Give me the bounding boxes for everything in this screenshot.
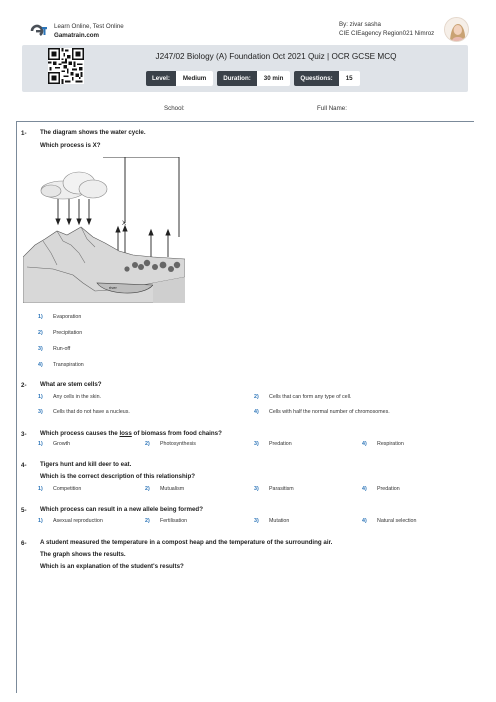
question-text: Which process is X? [40,142,101,149]
question-text: Which is an explanation of the student's results? [40,563,184,570]
question-text: A student measured the temperature in a compost heap and the temperature of the surrounding air. [40,539,333,546]
answer-option[interactable] [362,518,416,524]
option-number: 3) [254,518,259,524]
question-text-underlined: loss [119,430,132,437]
author-region: CIE CIEagency Region021 Nimroz [339,30,435,37]
option-number: 2) [145,441,150,447]
answer-option[interactable] [38,518,103,524]
question-number: 1- [21,130,27,137]
option-text: Transpiration [53,362,84,368]
water-cycle-diagram [23,157,185,303]
question-text: What are stem cells? [40,381,102,388]
option-text: Parasitism [269,486,294,492]
river-label: river [109,285,117,290]
questions-value: 15 [339,71,360,86]
answer-option[interactable] [38,409,130,415]
answer-option[interactable] [38,394,101,400]
answer-option[interactable] [38,441,70,447]
answer-option[interactable] [38,330,82,336]
duration-pill [217,71,290,86]
process-x-label: X [122,221,127,227]
option-text: Precipitation [53,330,83,336]
answer-option[interactable] [145,518,187,524]
option-number: 1) [38,486,43,492]
question-text-part: Which process causes the [40,430,120,437]
question-number: 4- [21,462,27,469]
qr-code-icon[interactable] [48,48,84,84]
answer-option[interactable] [38,346,70,352]
cloud-icon [41,172,107,199]
answer-option[interactable] [254,409,390,415]
answer-option[interactable] [254,394,351,400]
option-number: 1) [38,394,43,400]
answer-option[interactable] [38,486,81,492]
option-number: 1) [38,314,43,320]
school-label: School: [164,105,185,112]
option-number: 4) [362,486,367,492]
answer-option[interactable] [145,486,184,492]
question-number: 2- [21,382,27,389]
option-number: 2) [145,518,150,524]
option-text: Natural selection [377,518,417,524]
question-text: Which process can result in a new allele being formed? [40,506,203,513]
quiz-title: J247/02 Biology (A) Foundation Oct 2021 Quiz | OCR GCSE MCQ [155,52,397,61]
gamatrain-logo-icon [30,24,48,38]
option-number: 3) [254,486,259,492]
question-text-part: of biomass from food chains? [131,430,222,437]
level-value: Medium [176,71,213,86]
brand-site[interactable]: Gamatrain.com [54,32,100,39]
author-info [339,20,434,38]
duration-label: Duration: [217,71,257,86]
answer-option[interactable] [254,518,289,524]
option-text: Mutualism [160,486,185,492]
brand-text [54,22,124,40]
option-text: Cells that can form any type of cell. [269,394,352,400]
quiz-meta [146,71,360,86]
option-number: 3) [254,441,259,447]
option-text: Photosynthesis [160,441,196,447]
option-number: 3) [38,409,43,415]
option-text: Growth [53,441,71,447]
answer-option[interactable] [362,441,404,447]
question-number: 6- [21,540,27,547]
answer-option[interactable] [38,314,81,320]
option-text: Respiration [377,441,404,447]
quiz-header [22,45,468,92]
author-name: By: zivar sasha [339,21,381,28]
option-number: 4) [362,441,367,447]
avatar [444,17,469,42]
option-number: 2) [254,394,259,400]
option-number: 3) [38,346,43,352]
option-text: Asexual reproduction [53,518,103,524]
option-text: Cells that do not have a nucleus. [53,409,130,415]
question-text: The diagram shows the water cycle. [40,129,146,136]
questions-label: Questions: [294,71,338,86]
option-number: 1) [38,518,43,524]
option-text: Any cells in the skin. [53,394,101,400]
answer-option[interactable] [254,441,292,447]
option-text: Fertilisation [160,518,188,524]
option-text: Mutation [269,518,290,524]
option-text: Evaporation [53,314,82,320]
option-text: Competition [53,486,82,492]
avatar-image [445,18,469,42]
duration-value: 30 min [257,71,291,86]
option-number: 2) [145,486,150,492]
question-text: Tigers hunt and kill deer to eat. [40,461,132,468]
option-number: 4) [254,409,259,415]
question-number: 5- [21,507,27,514]
option-text: Run-off [53,346,71,352]
answer-option[interactable] [38,362,84,368]
option-number: 2) [38,330,43,336]
option-text: Cells with half the normal number of chromosomes. [269,409,390,415]
question-text [40,430,222,437]
level-pill [146,71,213,86]
answer-option[interactable] [362,486,400,492]
answer-option[interactable] [145,441,196,447]
option-number: 1) [38,441,43,447]
divider [16,121,474,122]
question-text: The graph shows the results. [40,551,126,558]
question-number: 3- [21,431,27,438]
fullname-label: Full Name: [317,105,347,112]
brand-tagline: Learn Online, Test Online [54,23,124,30]
option-text: Predation [269,441,292,447]
questions-pill [294,71,359,86]
option-number: 4) [38,362,43,368]
question-text: Which is the correct description of this relationship? [40,473,196,480]
level-label: Level: [146,71,176,86]
margin-line [16,121,17,693]
brand[interactable] [30,20,124,42]
answer-option[interactable] [254,486,294,492]
option-text: Predation [377,486,400,492]
option-number: 4) [362,518,367,524]
